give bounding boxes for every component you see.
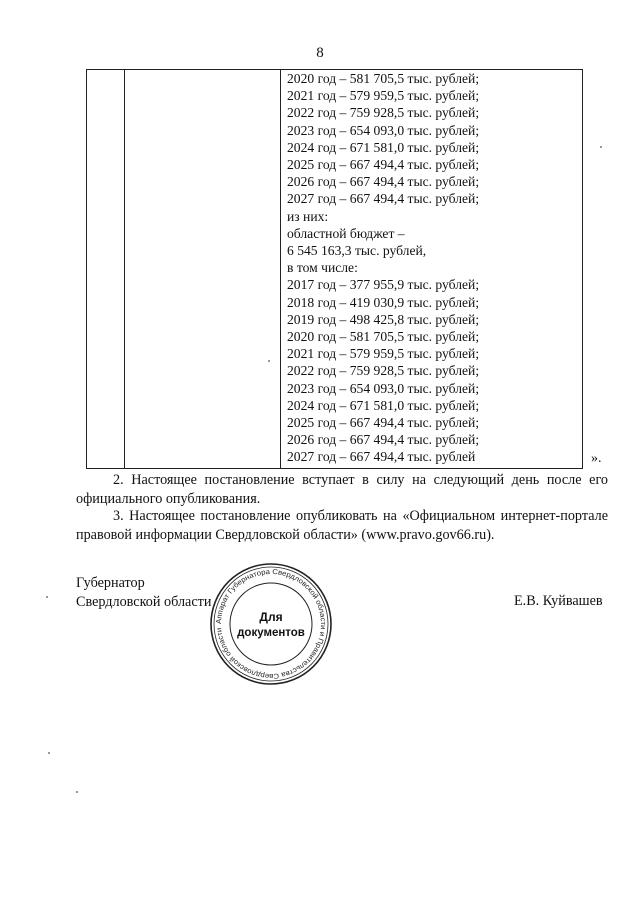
funding-line: областной бюджет – xyxy=(287,225,405,241)
funding-line: 2020 год – 581 705,5 тыс. рублей; xyxy=(287,329,480,345)
stamp-ring-text: Аппарат Губернатора Свердловской области и Правительства Свердловской области xyxy=(213,566,329,682)
funding-line: 2017 год – 377 955,9 тыс. рублей; xyxy=(287,277,480,293)
scan-speck xyxy=(46,596,48,598)
funding-line: из них: xyxy=(287,208,329,224)
funding-line: 2020 год – 581 705,5 тыс. рублей; xyxy=(287,71,480,86)
funding-line: 2025 год – 667 494,4 тыс. рублей; xyxy=(287,157,480,173)
funding-line: 2027 год – 667 494,4 тыс. рублей; xyxy=(287,191,480,207)
signatory-role xyxy=(76,574,211,611)
funding-line: 6 545 163,3 тыс. рублей, xyxy=(287,243,427,259)
funding-line: 2024 год – 671 581,0 тыс. рублей; xyxy=(287,397,480,413)
funding-lines xyxy=(287,70,582,466)
funding-line: 2021 год – 579 959,5 тыс. рублей; xyxy=(287,88,480,104)
closing-quote: ». xyxy=(591,451,602,466)
stamp-center-line-1: Для xyxy=(259,610,283,624)
funding-line: 2024 год – 671 581,0 тыс. рублей; xyxy=(287,139,480,155)
scan-speck xyxy=(268,360,270,362)
signatory-role-line-1: Губернатор xyxy=(76,575,145,591)
funding-line: 2021 год – 579 959,5 тыс. рублей; xyxy=(287,346,480,362)
funding-line: 2022 год – 759 928,5 тыс. рублей; xyxy=(287,105,480,121)
funding-line: 2018 год – 419 030,9 тыс. рублей; xyxy=(287,294,480,310)
funding-line: 2022 год – 759 928,5 тыс. рублей; xyxy=(287,363,480,379)
funding-line: 2019 год – 498 425,8 тыс. рублей; xyxy=(287,311,480,327)
page-number: 8 xyxy=(316,45,324,61)
signatory-name: Е.В. Куйвашев xyxy=(514,593,603,609)
funding-line: 2026 год – 667 494,4 тыс. рублей; xyxy=(287,432,480,448)
funding-line: 2025 год – 667 494,4 тыс. рублей; xyxy=(287,415,480,431)
table-column-number xyxy=(87,70,125,469)
budget-table xyxy=(86,69,583,469)
scan-speck xyxy=(48,752,50,754)
table-column-title xyxy=(125,70,281,469)
signatory-role-line-2: Свердловской области xyxy=(76,593,212,610)
paragraph-2: 2. Настоящее постановление вступает в силу на следующий день после его официального опубликования. xyxy=(76,472,608,507)
funding-line: в том числе: xyxy=(287,260,358,276)
funding-line: 2023 год – 654 093,0 тыс. рублей; xyxy=(287,122,480,138)
stamp-inner-ring xyxy=(230,583,312,665)
table-column-values xyxy=(281,70,583,469)
paragraph-3: 3. Настоящее постановление опубликовать на «Официальном интернет-портале правовой информации Свердловской области» (www.pravo.gov66.ru). xyxy=(76,508,608,543)
stamp-outer-ring xyxy=(211,564,331,684)
scan-speck xyxy=(600,146,602,148)
funding-line: 2026 год – 667 494,4 тыс. рублей; xyxy=(287,174,480,190)
funding-line: 2027 год – 667 494,4 тыс. рублей xyxy=(287,449,476,465)
stamp-center-line-2: документов xyxy=(237,627,305,639)
funding-line: 2023 год – 654 093,0 тыс. рублей; xyxy=(287,380,480,396)
scan-speck xyxy=(76,791,78,793)
official-stamp xyxy=(208,561,334,687)
